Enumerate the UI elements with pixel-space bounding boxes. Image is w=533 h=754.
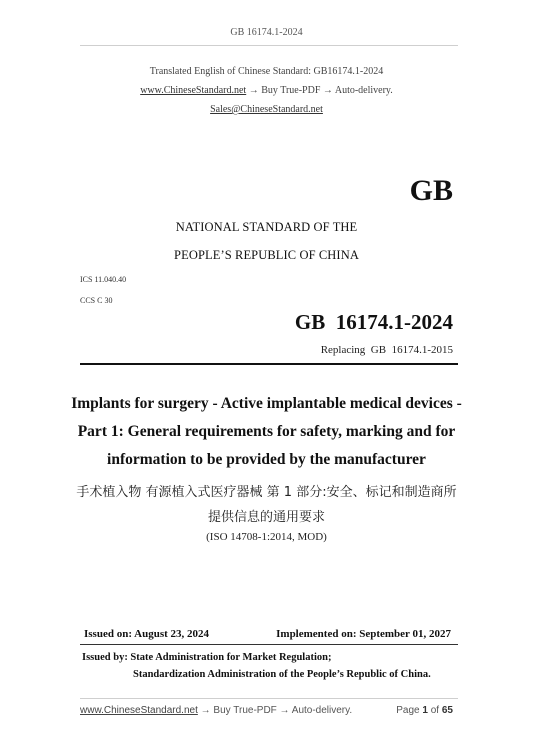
implemented-on-date: Implemented on: September 01, 2027 <box>276 628 451 640</box>
ics-code: ICS 11.040.40 <box>80 275 127 284</box>
title-line-3: information to be provided by the manufacturer <box>107 451 426 468</box>
issued-by-block <box>82 649 431 683</box>
footer-site-link[interactable]: www.ChineseStandard.net <box>80 705 198 716</box>
title-divider <box>80 363 458 365</box>
page-indicator <box>396 705 453 716</box>
issued-on-date: Issued on: August 23, 2024 <box>84 628 210 640</box>
page-total: 65 <box>441 705 453 716</box>
email-line <box>0 104 533 115</box>
national-standard-line2: PEOPLE’S REPUBLIC OF CHINA <box>174 248 359 262</box>
title-line-1: Implants for surgery - Active implantable medical devices - <box>71 395 462 412</box>
national-standard-line1: NATIONAL STANDARD OF THE <box>175 220 358 234</box>
gb-logo: GB <box>409 174 453 207</box>
footer-promo <box>80 705 352 716</box>
page-of: of <box>430 705 440 716</box>
issued-by-line-2: Standardization Administration of the People’s Republic of China. <box>133 669 431 680</box>
iso-reference: (ISO 14708-1:2014, MOD) <box>206 531 327 543</box>
buy-text: → Buy True-PDF → Auto-delivery. <box>248 85 393 96</box>
dates-divider <box>80 644 458 645</box>
ccs-code: CCS C 30 <box>80 296 113 305</box>
footer-buy-text: → Buy True-PDF → Auto-delivery. <box>200 705 353 716</box>
title-line-2: Part 1: General requirements for safety, marking and for <box>77 423 456 440</box>
email-link[interactable]: Sales@ChineseStandard.net <box>210 104 323 115</box>
page-current: 1 <box>422 705 428 716</box>
replacing-standard: Replacing GB 16174.1-2015 <box>320 344 453 356</box>
chinese-title-line-1: 手术植入物 有源植入式医疗器械 第 1 部分:安全、标记和制造商所 <box>76 485 457 500</box>
standard-number: GB 16174.1-2024 <box>294 310 453 334</box>
issued-by-line-1: Issued by: State Administration for Market Regulation; <box>82 652 332 663</box>
site-link[interactable]: www.ChineseStandard.net <box>140 85 247 96</box>
chinese-title-line-2: 提供信息的通用要求 <box>207 510 325 525</box>
header-divider <box>80 45 458 46</box>
page-label: Page <box>396 705 420 716</box>
footer-divider <box>80 698 458 699</box>
promo-line <box>0 85 533 96</box>
translated-notice: Translated English of Chinese Standard: GB16174.1-2024 <box>149 66 384 77</box>
running-header: GB 16174.1-2024 <box>230 27 303 38</box>
